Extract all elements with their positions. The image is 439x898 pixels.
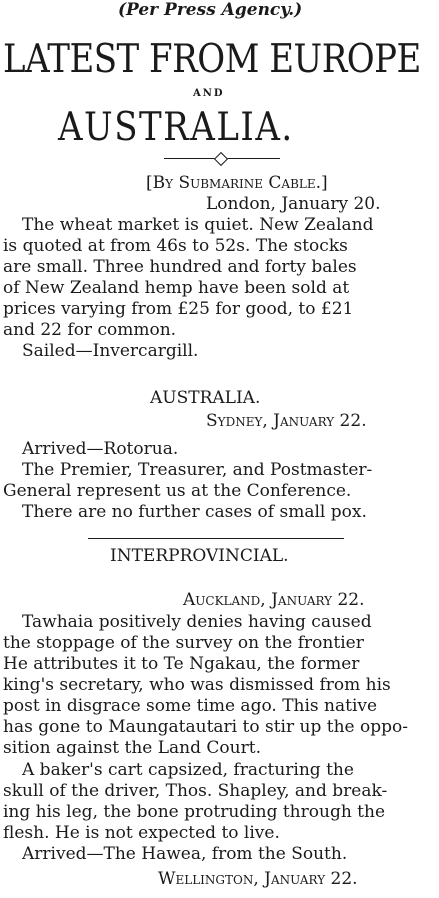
press-agency-note: (Per Press Agency.)	[118, 0, 303, 20]
interprovincial-line: has gone to Maungatautari to stir up the oppo-	[3, 717, 408, 737]
australia-line: There are no further cases of small pox.	[22, 502, 367, 522]
interprovincial-line: ing his leg, the bone protruding through the	[3, 802, 386, 822]
cable-line: The wheat market is quiet. New Zealand	[22, 215, 374, 235]
cable-line: are small. Three hundred and forty bales	[3, 257, 357, 277]
interprovincial-line: king's secretary, who was dismissed from his	[3, 675, 391, 695]
headline-and: AND	[193, 88, 225, 99]
section-rule	[88, 538, 344, 539]
cable-byline: [By Submarine Cable.]	[146, 173, 328, 193]
cable-dateline: London, January 20.	[206, 194, 381, 214]
australia-line: General represent us at the Conference.	[3, 481, 352, 501]
interprovincial-line: Arrived—The Hawea, from the South.	[22, 844, 348, 864]
interprovincial-line: flesh. He is not expected to live.	[3, 823, 280, 843]
headline-latest-from-europe: LATEST FROM EUROPE	[3, 36, 421, 83]
cable-line: prices varying from £25 for good, to £21	[3, 299, 354, 319]
australia-line: The Premier, Treasurer, and Postmaster-	[22, 460, 373, 480]
australia-dateline: Sydney, January 22.	[206, 411, 367, 431]
cable-line: is quoted at from 46s to 52s. The stocks	[3, 236, 348, 256]
australia-line: Arrived—Rotorua.	[22, 439, 179, 459]
interprovincial-line: skull of the driver, Thos. Shapley, and break-	[3, 781, 388, 801]
cable-line: and 22 for common.	[3, 320, 177, 340]
cable-line: of New Zealand hemp have been sold at	[3, 278, 350, 298]
interprovincial-line: A baker's cart capsized, fracturing the	[22, 760, 354, 780]
interprovincial-line: the stoppage of the survey on the frontier	[3, 633, 364, 653]
interprovincial-line: sition against the Land Court.	[3, 738, 261, 758]
headline-australia: AUSTRALIA.	[58, 104, 294, 151]
diamond-ornament-icon	[214, 152, 228, 166]
interprovincial-dateline-2: Wellington, January 22.	[158, 869, 358, 889]
interprovincial-line: Tawhaia positively denies having caused	[22, 612, 372, 632]
interprovincial-dateline: Auckland, January 22.	[183, 590, 365, 610]
interprovincial-line: He attributes it to Te Ngakau, the former	[3, 654, 360, 674]
interprovincial-heading: INTERPROVINCIAL.	[110, 546, 289, 566]
interprovincial-line: post in disgrace some time ago. This native	[3, 696, 378, 716]
australia-heading: AUSTRALIA.	[150, 388, 261, 408]
cable-sailed: Sailed—Invercargill.	[22, 341, 199, 361]
